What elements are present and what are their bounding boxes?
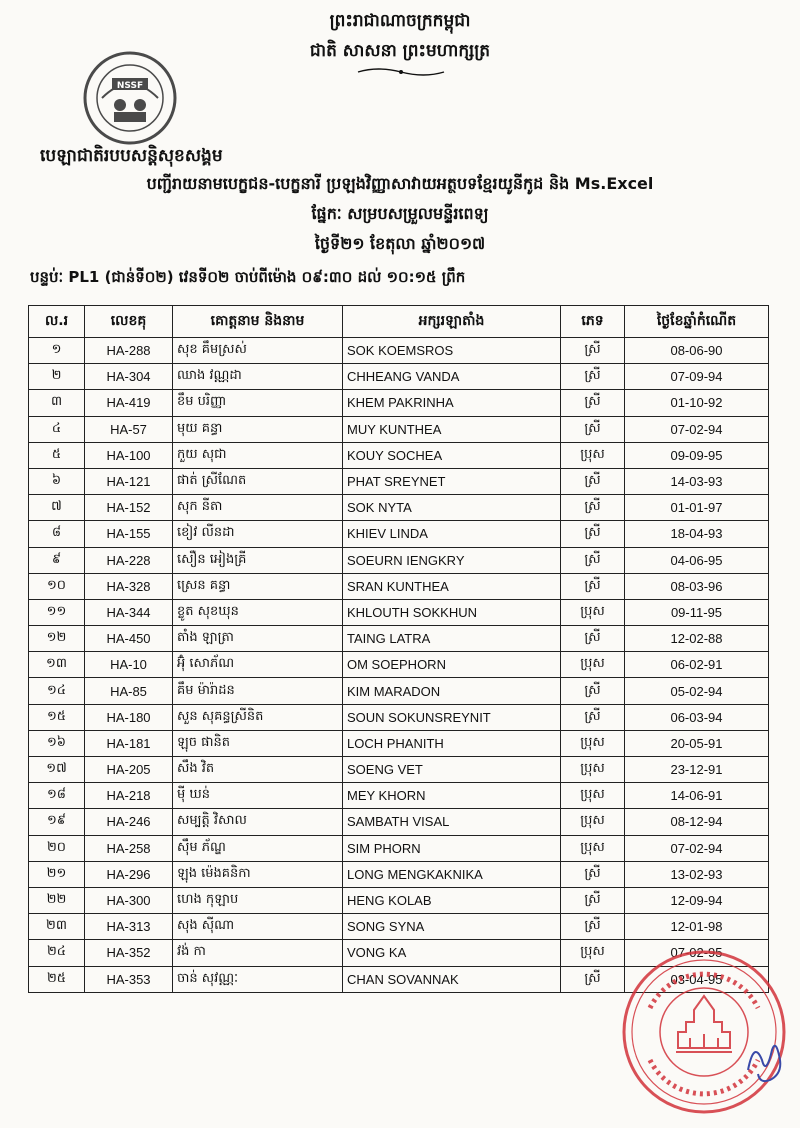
table-row	[29, 547, 769, 573]
candidate-dob: 08-06-90	[625, 338, 769, 364]
candidate-dob: 07-02-95	[625, 940, 769, 966]
candidate-khmer-name: ឡុច ផានិត	[173, 730, 343, 756]
candidate-khmer-name: ស៊ឹម ភ័ណ្ឌ	[173, 835, 343, 861]
department-line: ផ្នែកៈ សម្របសម្រួលមន្ទីរពេទ្យ	[311, 204, 489, 223]
row-number: ២១	[29, 861, 85, 887]
candidate-khmer-name: កួយ សុជា	[173, 442, 343, 468]
row-number: ៣	[29, 390, 85, 416]
table-row	[29, 468, 769, 494]
candidate-sex: ប្រុស	[561, 442, 625, 468]
row-number: ២	[29, 364, 85, 390]
candidate-dob: 13-02-93	[625, 861, 769, 887]
candidate-sex: ប្រុស	[561, 757, 625, 783]
candidate-sex: ស្រី	[561, 573, 625, 599]
candidate-sex: ស្រី	[561, 678, 625, 704]
candidate-dob: 12-01-98	[625, 914, 769, 940]
candidate-code: HA-100	[85, 442, 173, 468]
table-row	[29, 835, 769, 861]
candidate-latin-name: SOUN SOKUNSREYNIT	[343, 704, 561, 730]
candidate-latin-name: SIM PHORN	[343, 835, 561, 861]
kingdom-motto: ជាតិ សាសនា ព្រះមហាក្សត្រ	[309, 41, 491, 61]
row-number: ១៦	[29, 730, 85, 756]
candidate-sex: ស្រី	[561, 966, 625, 992]
candidate-sex: ស្រី	[561, 914, 625, 940]
candidate-sex: ស្រី	[561, 338, 625, 364]
candidate-sex: ស្រី	[561, 861, 625, 887]
candidate-dob: 07-02-94	[625, 416, 769, 442]
candidate-sex: ប្រុស	[561, 652, 625, 678]
candidate-khmer-name: សួន សុគន្ធស្រីនិត	[173, 704, 343, 730]
candidate-latin-name: SONG SYNA	[343, 914, 561, 940]
kingdom-title: ព្រះរាជាណាចក្រកម្ពុជា	[329, 11, 471, 31]
row-number: ១៧	[29, 757, 85, 783]
candidate-dob: 03-04-95	[625, 966, 769, 992]
candidate-sex: ស្រី	[561, 521, 625, 547]
candidate-dob: 18-04-93	[625, 521, 769, 547]
candidate-latin-name: KHIEV LINDA	[343, 521, 561, 547]
candidate-dob: 20-05-91	[625, 730, 769, 756]
candidate-latin-name: LONG MENGKAKNIKA	[343, 861, 561, 887]
candidate-code: HA-353	[85, 966, 173, 992]
row-number: ១២	[29, 626, 85, 652]
candidate-latin-name: OM SOEPHORN	[343, 652, 561, 678]
organization-name: បេឡាជាតិរបបសន្តិសុខសង្គម	[40, 146, 223, 166]
candidate-dob: 06-03-94	[625, 704, 769, 730]
table-row	[29, 809, 769, 835]
candidate-dob: 06-02-91	[625, 652, 769, 678]
candidate-khmer-name: ស្រេន គន្ធា	[173, 573, 343, 599]
candidate-sex: ស្រី	[561, 547, 625, 573]
candidate-dob: 23-12-91	[625, 757, 769, 783]
candidate-code: HA-296	[85, 861, 173, 887]
candidate-khmer-name: ផាត់ ស្រីណែត	[173, 468, 343, 494]
row-number: ៧	[29, 495, 85, 521]
candidate-code: HA-85	[85, 678, 173, 704]
row-number: ១	[29, 338, 85, 364]
header-latin-name: អក្សរឡាតាំង	[343, 306, 561, 338]
candidate-dob: 09-09-95	[625, 442, 769, 468]
row-number: ២០	[29, 835, 85, 861]
row-number: ៨	[29, 521, 85, 547]
candidate-khmer-name: ម៉ី ឃន់	[173, 783, 343, 809]
candidate-dob: 09-11-95	[625, 599, 769, 625]
candidate-sex: ប្រុស	[561, 809, 625, 835]
candidate-latin-name: KHLOUTH SOKKHUN	[343, 599, 561, 625]
candidate-khmer-name: សុង ស៊ីណា	[173, 914, 343, 940]
table-row	[29, 783, 769, 809]
table-row	[29, 652, 769, 678]
session-info: បន្ទប់ៈ PL1 (ជាន់ទី០២) វេនទី០២ ចាប់ពីម៉ោង ០៩:៣០ ដល់ ១០:១៥ ព្រឹក	[30, 268, 466, 286]
candidate-table	[28, 305, 769, 993]
row-number: ១៣	[29, 652, 85, 678]
candidate-latin-name: TAING LATRA	[343, 626, 561, 652]
candidate-latin-name: CHHEANG VANDA	[343, 364, 561, 390]
candidate-khmer-name: ខឹម បរិញ្ញា	[173, 390, 343, 416]
candidate-sex: ស្រី	[561, 626, 625, 652]
candidate-latin-name: SOK NYTA	[343, 495, 561, 521]
candidate-latin-name: PHAT SREYNET	[343, 468, 561, 494]
candidate-khmer-name: សុខ គឹមស្រស់	[173, 338, 343, 364]
candidate-khmer-name: សុក នីតា	[173, 495, 343, 521]
row-number: ១៤	[29, 678, 85, 704]
candidate-sex: ស្រី	[561, 887, 625, 913]
table-row	[29, 914, 769, 940]
candidate-khmer-name: ឈាង វណ្ណដា	[173, 364, 343, 390]
candidate-dob: 07-02-94	[625, 835, 769, 861]
candidate-khmer-name: អ៊ុំ សោភ័ណ	[173, 652, 343, 678]
candidate-dob: 01-10-92	[625, 390, 769, 416]
candidate-code: HA-218	[85, 783, 173, 809]
candidate-latin-name: SOEURN IENGKRY	[343, 547, 561, 573]
row-number: ៦	[29, 468, 85, 494]
candidate-code: HA-180	[85, 704, 173, 730]
candidate-dob: 07-09-94	[625, 364, 769, 390]
candidate-code: HA-246	[85, 809, 173, 835]
candidate-khmer-name: ហេង កុឡាប	[173, 887, 343, 913]
candidate-code: HA-121	[85, 468, 173, 494]
row-number: ២៤	[29, 940, 85, 966]
candidate-code: HA-300	[85, 887, 173, 913]
candidate-khmer-name: ឡុង ម៉េងគនិកា	[173, 861, 343, 887]
table-row	[29, 599, 769, 625]
header-khmer-name: គោត្តនាម និងនាម	[173, 306, 343, 338]
candidate-dob: 14-03-93	[625, 468, 769, 494]
row-number: ២៥	[29, 966, 85, 992]
candidate-khmer-name: មុយ គន្ធា	[173, 416, 343, 442]
date-line: ថ្ងៃទី២១ ខែតុលា ឆ្នាំ២០១៧	[314, 234, 486, 253]
header-code: លេខគុ	[85, 306, 173, 338]
candidate-latin-name: SOK KOEMSROS	[343, 338, 561, 364]
candidate-khmer-name: ចាន់ សុវណ្ណៈ	[173, 966, 343, 992]
row-number: ២២	[29, 887, 85, 913]
candidate-sex: ស្រី	[561, 390, 625, 416]
table-row	[29, 626, 769, 652]
candidate-latin-name: CHAN SOVANNAK	[343, 966, 561, 992]
header-dob: ថ្ងៃខែឆ្នាំកំណើត	[625, 306, 769, 338]
row-number: ១០	[29, 573, 85, 599]
table-row	[29, 390, 769, 416]
row-number: ៥	[29, 442, 85, 468]
candidate-dob: 12-09-94	[625, 887, 769, 913]
candidate-code: HA-155	[85, 521, 173, 547]
header-sex: ភេទ	[561, 306, 625, 338]
candidate-code: HA-328	[85, 573, 173, 599]
candidate-code: HA-450	[85, 626, 173, 652]
candidate-code: HA-288	[85, 338, 173, 364]
document-title: បញ្ជីរាយនាមបេក្ខជន-បេក្ខនារី ប្រឡងវិញ្ញាសាវាយអត្ថបទខ្មែរយូនីកូដ និង Ms.Excel	[146, 174, 654, 193]
candidate-latin-name: HENG KOLAB	[343, 887, 561, 913]
candidate-latin-name: SOENG VET	[343, 757, 561, 783]
candidate-latin-name: MEY KHORN	[343, 783, 561, 809]
table-row	[29, 442, 769, 468]
table-row	[29, 730, 769, 756]
candidate-sex: ប្រុស	[561, 940, 625, 966]
candidate-code: HA-258	[85, 835, 173, 861]
candidate-code: HA-10	[85, 652, 173, 678]
signature-mark	[740, 1030, 790, 1090]
candidate-dob: 05-02-94	[625, 678, 769, 704]
candidate-code: HA-152	[85, 495, 173, 521]
candidate-sex: ស្រី	[561, 468, 625, 494]
candidate-sex: ស្រី	[561, 416, 625, 442]
candidate-khmer-name: តាំង ឡាត្រា	[173, 626, 343, 652]
candidate-sex: ប្រុស	[561, 730, 625, 756]
candidate-code: HA-313	[85, 914, 173, 940]
row-number: ៤	[29, 416, 85, 442]
candidate-khmer-name: ខៀវ លីនដា	[173, 521, 343, 547]
table-row	[29, 573, 769, 599]
row-number: ៩	[29, 547, 85, 573]
candidate-sex: ប្រុស	[561, 599, 625, 625]
table-row	[29, 416, 769, 442]
candidate-khmer-name: សឹង វិត	[173, 757, 343, 783]
candidate-sex: ប្រុស	[561, 783, 625, 809]
candidate-code: HA-181	[85, 730, 173, 756]
candidate-code: HA-304	[85, 364, 173, 390]
ornament-divider	[356, 66, 446, 78]
table-row	[29, 338, 769, 364]
row-number: ១១	[29, 599, 85, 625]
candidate-sex: ស្រី	[561, 364, 625, 390]
candidate-latin-name: SRAN KUNTHEA	[343, 573, 561, 599]
candidate-code: HA-419	[85, 390, 173, 416]
row-number: ១៩	[29, 809, 85, 835]
candidate-dob: 14-06-91	[625, 783, 769, 809]
candidate-sex: ប្រុស	[561, 835, 625, 861]
candidate-khmer-name: គឹម ម៉ារ៉ាដន	[173, 678, 343, 704]
candidate-sex: ស្រី	[561, 495, 625, 521]
candidate-code: HA-344	[85, 599, 173, 625]
candidate-latin-name: LOCH PHANITH	[343, 730, 561, 756]
candidate-khmer-name: វង់ កា	[173, 940, 343, 966]
candidate-dob: 04-06-95	[625, 547, 769, 573]
candidate-latin-name: SAMBATH VISAL	[343, 809, 561, 835]
table-row	[29, 521, 769, 547]
candidate-latin-name: KOUY SOCHEA	[343, 442, 561, 468]
candidate-dob: 12-02-88	[625, 626, 769, 652]
candidate-code: HA-352	[85, 940, 173, 966]
table-row	[29, 861, 769, 887]
candidate-khmer-name: ខ្លូត សុខឃុន	[173, 599, 343, 625]
row-number: ១៨	[29, 783, 85, 809]
table-row	[29, 887, 769, 913]
logo-text: NSSF	[116, 81, 144, 91]
candidate-dob: 08-03-96	[625, 573, 769, 599]
candidate-code: HA-228	[85, 547, 173, 573]
row-number: ១៥	[29, 704, 85, 730]
candidate-dob: 01-01-97	[625, 495, 769, 521]
candidate-sex: ស្រី	[561, 704, 625, 730]
table-row	[29, 364, 769, 390]
candidate-latin-name: KHEM PAKRINHA	[343, 390, 561, 416]
candidate-khmer-name: សម្បត្តិ វិសាល	[173, 809, 343, 835]
table-row	[29, 704, 769, 730]
table-row	[29, 757, 769, 783]
table-row	[29, 495, 769, 521]
candidate-code: HA-205	[85, 757, 173, 783]
table-header-row	[29, 306, 769, 338]
candidate-latin-name: KIM MARADON	[343, 678, 561, 704]
header-number: ល.រ	[29, 306, 85, 338]
row-number: ២៣	[29, 914, 85, 940]
candidate-latin-name: VONG KA	[343, 940, 561, 966]
candidate-code: HA-57	[85, 416, 173, 442]
candidate-dob: 08-12-94	[625, 809, 769, 835]
candidate-latin-name: MUY KUNTHEA	[343, 416, 561, 442]
table-row	[29, 678, 769, 704]
candidate-khmer-name: សឿន អៀងគ្រី	[173, 547, 343, 573]
nssf-logo	[82, 50, 178, 146]
